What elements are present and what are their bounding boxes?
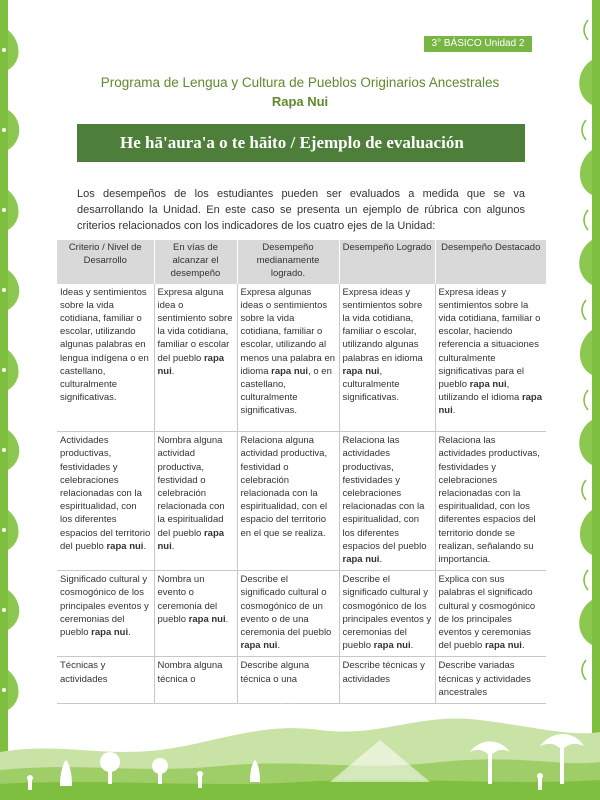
table-cell: Explica con sus palabras el significado cultural y cosmogónico de los principales eventos y ceremonias del pueblo rapa nui. [435,571,546,657]
decorative-border-right [570,0,600,800]
header-destacado: Desempeño Destacado [435,240,546,284]
unit-tag: 3° BÁSICO Unidad 2 [424,36,532,52]
table-cell: Nombra alguna actividad productiva, festividad o celebración relacionada con la espiritualidad del pueblo rapa nui. [154,432,237,571]
table-row [57,432,546,571]
table-cell: Describe el significado cultural y cosmogónico de los principales eventos y ceremonias del pueblo rapa nui. [339,571,435,657]
table-row [57,284,546,432]
header-en-vias: En vías de alcanzar el desempeño [154,240,237,284]
table-cell: Ideas y sentimientos sobre la vida cotidiana, familiar o escolar, utilizando algunas palabras en lengua indígena o en castellano, culturalmente significativas. [57,284,154,432]
landscape-footer-illustration [0,682,600,800]
table-header-row [57,240,546,284]
rubric-table [57,240,546,704]
table-cell: Significado cultural y cosmogónico de los principales eventos y ceremonias del pueblo rapa nui. [57,571,154,657]
program-title: Programa de Lengua y Cultura de Pueblos Originarios Ancestrales [100,75,500,90]
intro-paragraph: Los desempeños de los estudiantes pueden ser evaluados a medida que se va desarrollando la Unidad. En este caso se presenta un ejemplo de rúbrica con algunos criterios relacionados con los indicadores de los cuatro ejes de la Unidad: [77,188,525,232]
table-cell: Expresa ideas y sentimientos sobre la vida cotidiana, familiar o escolar, haciendo referencia a situaciones culturalmente significativas para el pueblo rapa nui, utilizando el idioma rapa nui. [435,284,546,432]
rubric-table-container [57,240,546,698]
table-cell: Describe técnicas y actividades [339,657,435,704]
table-cell: Relaciona las actividades productivas, festividades y celebraciones relacionadas con la espiritualidad, con los diferentes espacios del pueblo rapa nui. [339,432,435,571]
table-cell: Describe variadas técnicas y actividades ancestrales [435,657,546,704]
table-cell: Relaciona las actividades productivas, festividades y celebraciones relacionadas con la espiritualidad, con los diferentes espacios del territorio donde se realizan, señalando su importancia. [435,432,546,571]
table-row [57,571,546,657]
table-cell: Técnicas y actividades [57,657,154,704]
table-cell: Expresa ideas y sentimientos sobre la vida cotidiana, familiar o escolar, utilizando algunas palabras en idioma rapa nui, culturalmente significativas. [339,284,435,432]
table-cell: Nombra alguna técnica o [154,657,237,704]
section-banner: He hā'aura'a o te hāito / Ejemplo de evaluación [77,124,525,162]
table-cell: Nombra un evento o ceremonia del pueblo rapa nui. [154,571,237,657]
table-cell: Expresa algunas ideas o sentimientos sobre la vida cotidiana, familiar o escolar, utilizando al menos una palabra en idioma rapa nui, o en castellano, culturalmente significativas. [237,284,339,432]
header-criterio: Criterio / Nivel de Desarrollo [57,240,154,284]
table-cell: Describe alguna técnica o una [237,657,339,704]
header-logrado: Desempeño Logrado [339,240,435,284]
table-cell: Expresa alguna idea o sentimiento sobre la vida cotidiana, familiar o escolar del pueblo rapa nui. [154,284,237,432]
program-subtitle: Rapa Nui [271,94,329,109]
decorative-border-left [0,0,26,800]
table-cell: Describe el significado cultural o cosmogónico de un evento o de una ceremonia del pueblo rapa nui. [237,571,339,657]
table-cell: Actividades productivas, festividades y celebraciones relacionadas con la espiritualidad, con los diferentes espacios del territorio del pueblo rapa nui. [57,432,154,571]
header-medianamente: Desempeño medianamente logrado. [237,240,339,284]
table-cell: Relaciona alguna actividad productiva, festividad o celebración relacionada con la espiritualidad, con el espacio del territorio en el que se realiza. [237,432,339,571]
